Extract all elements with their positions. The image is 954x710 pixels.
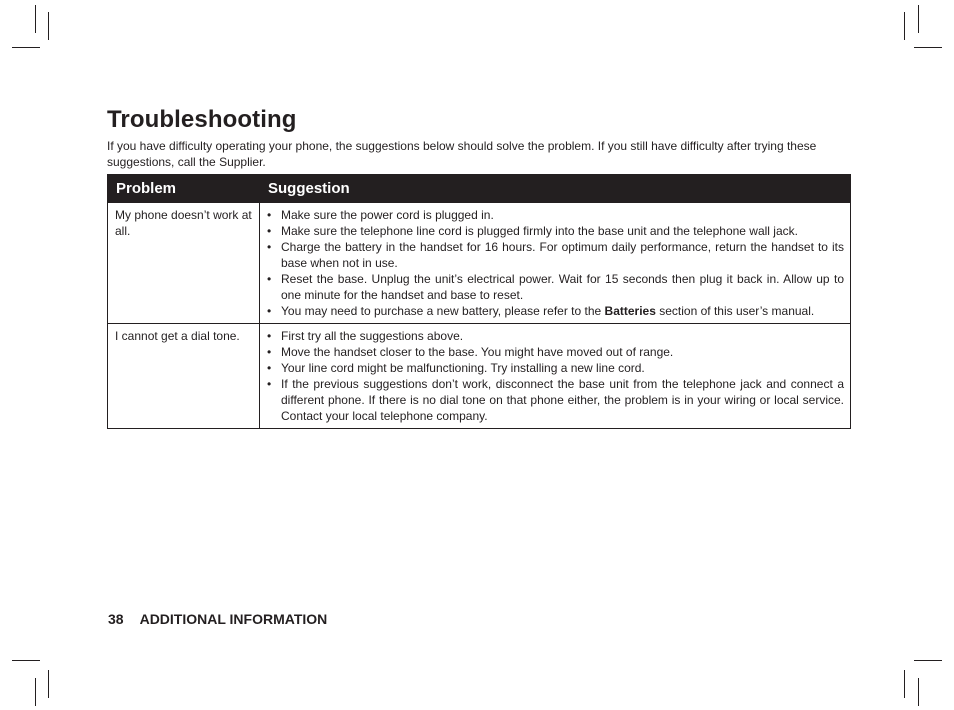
- suggestion-cell: [260, 203, 851, 324]
- problem-cell: My phone doesn’t work at all.: [108, 203, 260, 324]
- suggestion-list: [267, 207, 844, 319]
- intro-paragraph: If you have difficulty operating your phone, the suggestions below should solve the problem. If you still have difficulty after trying these suggestions, call the Supplier.: [107, 139, 817, 169]
- list-item-text: You may need to purchase a new battery, please refer to the: [281, 304, 605, 318]
- crop-mark: [918, 678, 919, 706]
- suggestion-column-header: Suggestion: [260, 175, 851, 203]
- list-item: • Make sure the telephone line cord is plugged firmly into the base unit and the telephone wall jack.: [267, 223, 844, 239]
- problem-column-header: Problem: [108, 175, 260, 203]
- table-row: [108, 324, 851, 429]
- footer-section-title: ADDITIONAL INFORMATION: [139, 611, 328, 627]
- list-item: • Your line cord might be malfunctioning. Try installing a new line cord.: [267, 360, 844, 376]
- list-item: • Charge the battery in the handset for 16 hours. For optimum daily performance, return the handset to its base when not in use.: [267, 239, 844, 271]
- table-row: [108, 203, 851, 324]
- crop-mark: [12, 660, 40, 661]
- batteries-reference: Batteries: [604, 304, 656, 318]
- list-item: • First try all the suggestions above.: [267, 328, 844, 344]
- page-footer: [108, 610, 327, 628]
- problem-cell: I cannot get a dial tone.: [108, 324, 260, 429]
- suggestion-cell: [260, 324, 851, 429]
- list-item: • If the previous suggestions don’t work, disconnect the base unit from the telephone jack and connect a different phone. If there is no dial tone on that phone either, the problem is in your wiring or local service. Contact your local telephone company.: [267, 376, 844, 424]
- crop-mark: [918, 5, 919, 33]
- crop-mark: [12, 47, 40, 48]
- list-item: • Move the handset closer to the base. You might have moved out of range.: [267, 344, 844, 360]
- crop-mark: [904, 670, 905, 698]
- page-number: 38: [108, 611, 124, 627]
- list-item: • Make sure the power cord is plugged in.: [267, 207, 844, 223]
- list-item-text: section of this user’s manual.: [655, 304, 815, 318]
- list-item: • Reset the base. Unplug the unit’s electrical power. Wait for 15 seconds then plug it back in. Allow up to one minute for the handset and base to reset.: [267, 271, 844, 303]
- suggestion-list: [267, 328, 844, 424]
- crop-mark: [48, 12, 49, 40]
- crop-mark: [914, 47, 942, 48]
- list-item: [267, 303, 844, 319]
- page-title: Troubleshooting: [107, 106, 297, 133]
- crop-mark: [914, 660, 942, 661]
- crop-mark: [35, 678, 36, 706]
- crop-mark: [35, 5, 36, 33]
- troubleshooting-table: [107, 174, 851, 429]
- crop-mark: [904, 12, 905, 40]
- crop-mark: [48, 670, 49, 698]
- table-header-row: [108, 175, 851, 203]
